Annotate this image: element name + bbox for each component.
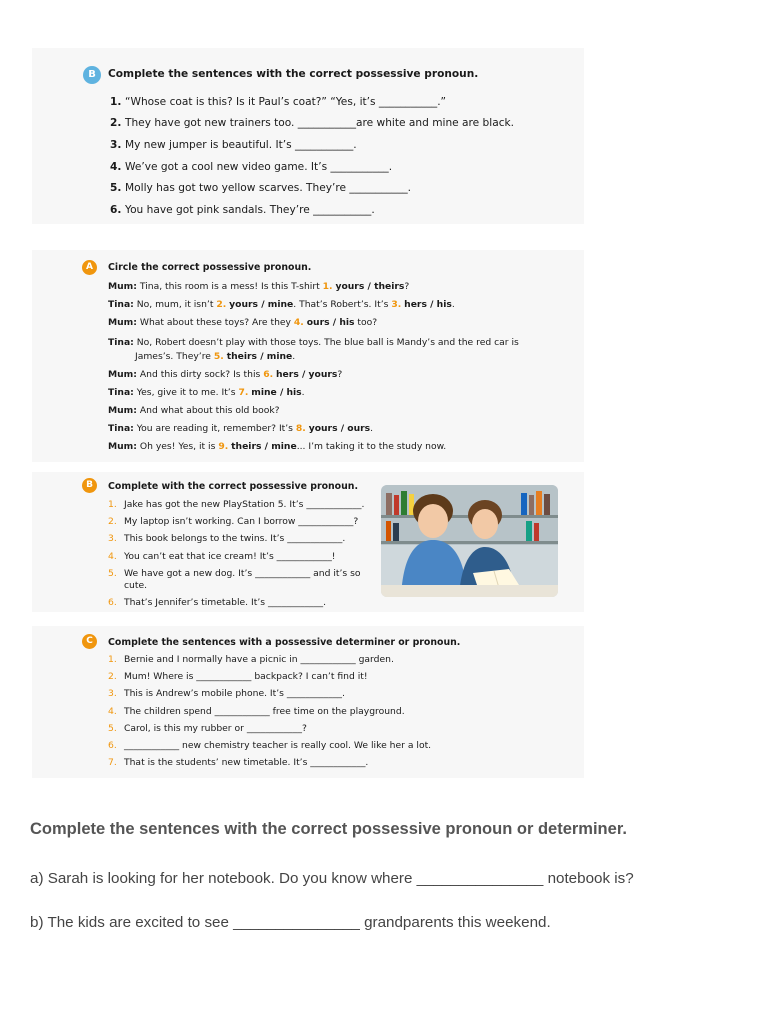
line-text: Oh yes! Yes, it is [136, 441, 219, 453]
exercise-3-badge: B [82, 478, 97, 493]
item-number: 2. [110, 117, 122, 130]
speaker: Tina: [108, 423, 134, 435]
list-item [108, 496, 378, 513]
item-text: ____________ new chemistry teacher is really cool. We like her a lot. [124, 740, 432, 752]
choice-options: theirs / mine [231, 441, 297, 453]
item-number: 2. [108, 516, 117, 528]
item-number: 7. [108, 757, 117, 769]
choice-options: theirs / mine [226, 350, 293, 362]
question-b: b) The kids are excited to see _______________ grandparents this weekend. [30, 914, 551, 931]
item-number: 4. [108, 550, 117, 562]
item-number: 4. [108, 705, 117, 717]
item-text: You have got pink sandals. They’re ___________. [125, 203, 375, 216]
gap-number: 4. [293, 317, 304, 329]
dialogue-line [108, 366, 548, 384]
list-item [108, 651, 568, 668]
item-text: They have got new trainers too. ___________are white and mine are black. [125, 117, 515, 130]
item-text: We’ve got a cool new video game. It’s ___________. [125, 160, 393, 173]
gap-number: 6. [263, 368, 274, 380]
gap-number: 9. [218, 441, 229, 453]
line-text: And this dirty sock? Is this [136, 368, 264, 380]
item-text: This is Andrew’s mobile phone. It’s ____________. [124, 688, 345, 700]
exercise-1-title: Complete the sentences with the correct possessive pronoun. [108, 68, 479, 80]
list-item [108, 548, 378, 565]
item-text: This book belongs to the twins. It’s ____________. [124, 533, 346, 545]
item-number: 5. [108, 567, 117, 579]
item-text: Mum! Where is ____________ backpack? I can’t find it! [124, 671, 368, 683]
line-text: . [451, 299, 455, 311]
gap-number: 7. [238, 386, 249, 398]
exercise-2-title: Circle the correct possessive pronoun. [108, 262, 312, 273]
line-text: . That’s Robert’s. It’s [293, 299, 392, 311]
item-number: 6. [108, 740, 117, 752]
list-item [110, 156, 570, 178]
list-item [110, 177, 570, 199]
choice-options: yours / theirs [335, 281, 405, 292]
speaker: Tina: [108, 299, 134, 311]
dialogue-line [108, 314, 548, 332]
item-text: The children spend ____________ free time on the playground. [124, 705, 405, 717]
line-text: What about these toys? Are they [136, 317, 294, 329]
line-text: ... I’m taking it to the study now. [296, 441, 447, 453]
item-number: 3. [108, 688, 117, 700]
exercise-2-badge: A [82, 260, 97, 275]
item-number: 1. [108, 499, 117, 510]
gap-number: 3. [391, 299, 402, 311]
dialogue-line [108, 420, 548, 438]
item-text: Bernie and I normally have a picnic in ____________ garden. [124, 654, 394, 665]
item-number: 1. [108, 654, 117, 665]
exercise-3-title: Complete with the correct possessive pronoun. [108, 481, 359, 492]
question-a: a) Sarah is looking for her notebook. Do you know where _______________ notebook is? [30, 870, 634, 887]
line-text: . [370, 423, 374, 435]
two-boys-reading-book-photo [381, 485, 558, 597]
exercise-2-dialogue [108, 278, 548, 457]
list-item [108, 594, 378, 611]
dialogue-line [108, 333, 548, 366]
choice-options: yours / ours [308, 423, 371, 435]
speaker: Mum: [108, 368, 137, 380]
list-item [108, 513, 378, 530]
line-text: Yes, give it to me. It’s [133, 386, 239, 398]
line-text: ? [404, 281, 410, 292]
gap-number: 2. [216, 299, 227, 311]
choice-options: yours / mine [229, 299, 294, 311]
dialogue-line [108, 384, 548, 402]
question-title: Complete the sentences with the correct possessive pronoun or determiner. [30, 820, 627, 838]
item-text: My laptop isn’t working. Can I borrow ____________? [124, 516, 359, 528]
exercise-3-list [108, 496, 378, 611]
exercise-1-list [110, 91, 570, 221]
list-item [110, 91, 570, 113]
speaker: Tina: [108, 386, 134, 398]
line-text: . [301, 386, 305, 398]
list-item [108, 668, 568, 685]
list-item [108, 703, 568, 720]
item-number: 3. [110, 138, 122, 151]
list-item [108, 737, 568, 754]
item-number: 2. [108, 671, 117, 683]
speaker: Mum: [108, 441, 137, 453]
item-text: Carol, is this my rubber or ____________? [124, 722, 307, 734]
item-text: We have got a new dog. It’s ____________ and it’s so cute. [124, 567, 361, 591]
item-text: Jake has got the new PlayStation 5. It’s ____________. [124, 499, 365, 510]
choice-options: hers / his [404, 299, 452, 311]
choice-options: mine / his [251, 386, 302, 398]
item-text: Molly has got two yellow scarves. They’re ___________. [125, 182, 412, 195]
list-item [108, 754, 568, 771]
speaker: Tina: [108, 336, 134, 348]
exercise-4-title: Complete the sentences with a possessive determiner or pronoun. [108, 637, 461, 648]
exercise-1-badge: B [83, 66, 101, 84]
item-number: 1. [110, 95, 122, 108]
list-item [108, 685, 568, 702]
item-number: 3. [108, 533, 117, 545]
line-text: You are reading it, remember? It’s [133, 423, 296, 435]
list-item [108, 530, 378, 547]
item-text: That’s Jennifer’s timetable. It’s ____________. [124, 596, 326, 608]
speaker: Mum: [108, 317, 137, 329]
line-text: No, Robert doesn’t play with those toys. The blue ball is Mandy’s and the red car is James’s. They’re [133, 336, 519, 362]
gap-number: 5. [213, 350, 224, 362]
gap-number: 8. [295, 423, 306, 435]
list-item [110, 199, 570, 221]
list-item [108, 565, 378, 594]
dialogue-line [108, 278, 548, 296]
gap-number: 1. [322, 281, 333, 292]
speaker: Mum: [108, 281, 137, 292]
item-text: “Whose coat is this? Is it Paul’s coat?” “Yes, it’s ___________.” [125, 95, 447, 108]
item-number: 6. [108, 596, 117, 608]
line-text: ? [337, 368, 343, 380]
line-text: No, mum, it isn’t [133, 299, 217, 311]
item-text: My new jumper is beautiful. It’s ___________. [125, 138, 357, 151]
item-number: 5. [110, 182, 122, 195]
choice-options: ours / his [306, 317, 355, 329]
item-number: 5. [108, 722, 117, 734]
dialogue-line [108, 402, 548, 420]
exercise-4-badge: C [82, 634, 97, 649]
line-text: And what about this old book? [136, 405, 280, 417]
item-text: You can’t eat that ice cream! It’s ____________! [124, 550, 336, 562]
dialogue-line [108, 438, 548, 456]
dialogue-line [108, 296, 548, 314]
list-item [110, 134, 570, 156]
line-text: . [292, 350, 296, 362]
line-text: too? [354, 317, 378, 329]
list-item [108, 720, 568, 737]
line-text: Tina, this room is a mess! Is this T-shirt [136, 281, 323, 292]
item-number: 4. [110, 160, 122, 173]
item-text: That is the students’ new timetable. It’s ____________. [124, 757, 369, 769]
list-item [110, 113, 570, 135]
exercise-4-list [108, 651, 568, 771]
item-number: 6. [110, 203, 122, 216]
choice-options: hers / yours [276, 368, 338, 380]
speaker: Mum: [108, 405, 137, 417]
